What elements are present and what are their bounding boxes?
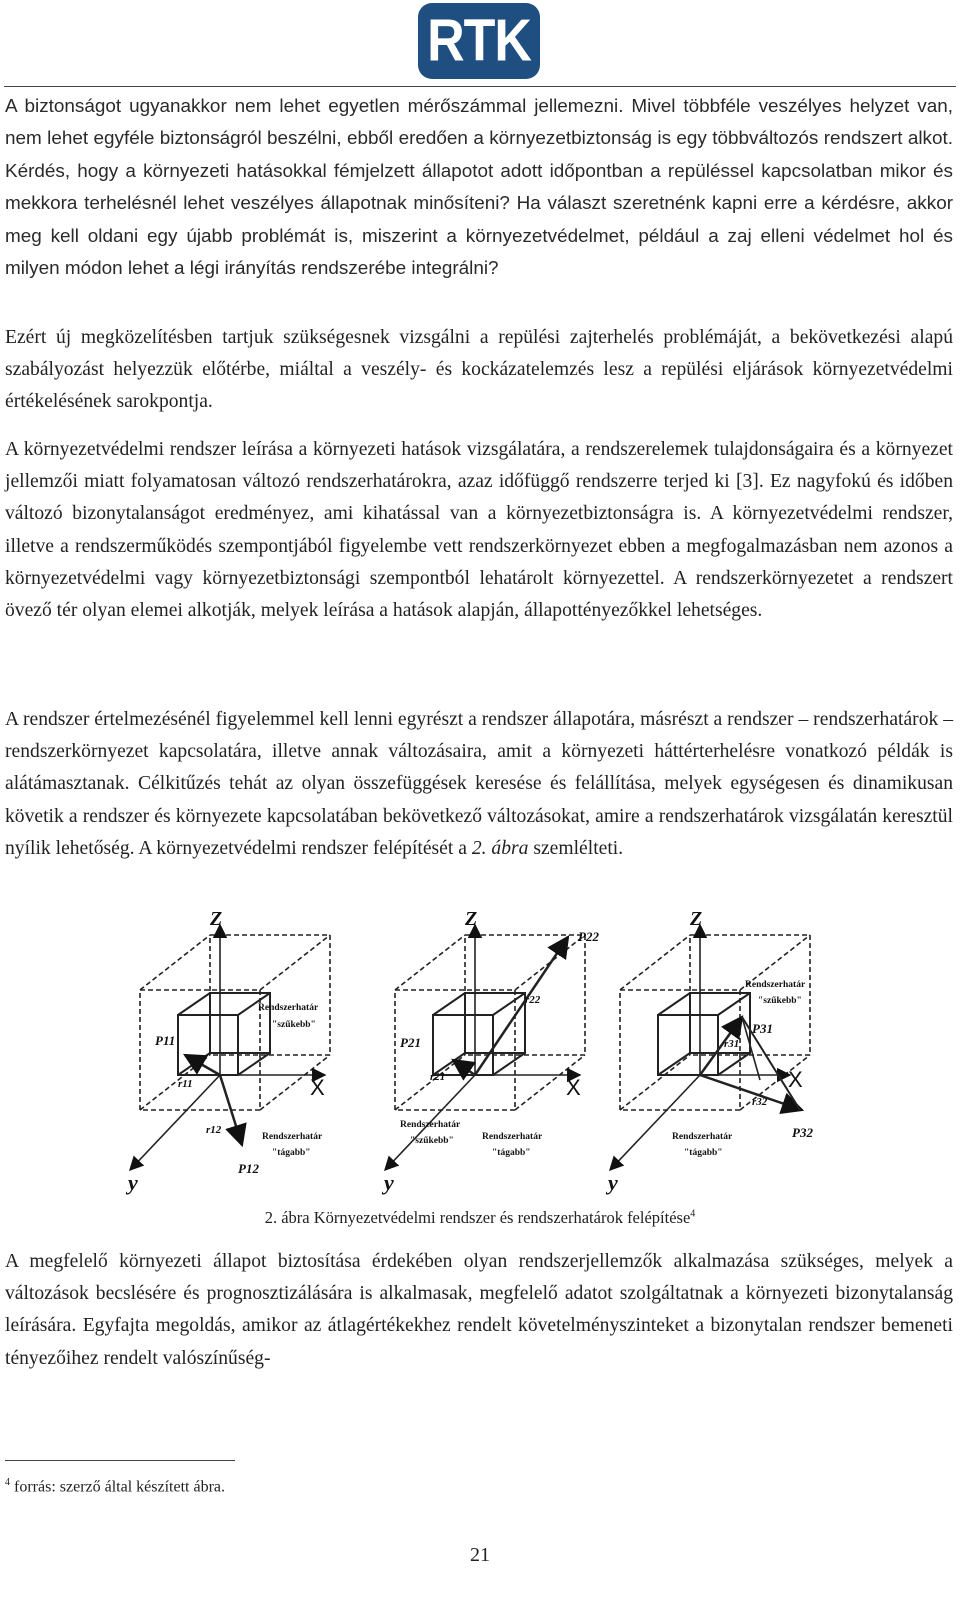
y-axis	[130, 1075, 220, 1170]
inner-boundary-box	[658, 993, 750, 1075]
panel1-z-label: Z	[210, 908, 223, 930]
footnote-rule	[5, 1460, 235, 1461]
logo-text: RTK	[427, 7, 531, 75]
paragraph-4	[5, 704, 953, 865]
paragraph-4-text: A rendszer értelmezésénél figyelemmel kell lenni egyrészt a rendszer állapotára, másrészt a rendszer – rendszerhatárok – rendszerkörnyezet kapcsolatára, illetve annak változásaira, amit a környezeti háttérterhelésre vonatkozó példák is alátámasztanak. Célkitűzés tehát az olyan összefüggések keresése és felállítása, melyek egységesen és dinamikusan követik a rendszer és környezete kapcsolatában bekövetkező változásokat, amire a rendszerhatárok vizsgálatán keresztül nyílik lehetőség. A környezetvédelmi rendszer felépítését a	[5, 709, 953, 859]
panel2-p-a: P21	[400, 1035, 421, 1050]
panel1-boundary-wide: Rendszerhatár	[262, 1132, 323, 1142]
panel1-narrow-label: "szűkebb"	[272, 1020, 316, 1030]
panel3-narrow-label: "szűkebb"	[758, 996, 802, 1006]
panel1-y-label: y	[128, 1170, 138, 1195]
rtk-logo	[418, 3, 540, 79]
footnote-text: forrás: szerző által készített ábra.	[10, 1478, 225, 1496]
panel1-wide-label: "tágabb"	[272, 1148, 311, 1158]
paragraph-4-end: szemlélteti.	[528, 837, 624, 859]
panel1-r-a: r11	[178, 1078, 193, 1090]
inner-boundary-box	[178, 993, 270, 1075]
panel1-boundary-narrow: Rendszerhatár	[258, 1003, 319, 1013]
panel2-p-b: P22	[578, 929, 599, 944]
caption-footnote-mark: 4	[690, 1208, 696, 1220]
r21-vector	[453, 1060, 475, 1075]
panel2-narrow-label: "szűkebb"	[410, 1136, 454, 1146]
paragraph-2: Ezért új megközelítésben tartjuk szükségesnek vizsgálni a repülési zajterhelés problémáját, a bekövetkezési alapú szabályozást helyezzük előtérbe, miáltal a veszély- és kockázatelemzés lesz a repülési eljárások környezetvédelmi értékelésének sarokpontja.	[5, 327, 953, 413]
panel3-r-b: r32	[752, 1096, 768, 1108]
panel3-z-label: Z	[690, 908, 703, 930]
panel2-y-label: y	[384, 1170, 394, 1195]
panel1-p-a: P11	[155, 1033, 176, 1048]
r32-vector	[700, 1075, 802, 1110]
panel2-boundary-narrow: Rendszerhatár	[400, 1120, 461, 1130]
outer-boundary-box	[620, 935, 810, 1110]
panel2-boundary-wide: Rendszerhatár	[482, 1132, 543, 1142]
panel2-x-label: X	[566, 1075, 581, 1100]
paragraph-5: A megfelelő környezeti állapot biztosítása érdekében olyan rendszerjellemzők alkalmazása szükséges, melyek a változások becslésére és prognosztizálására is alkalmasak, megfelelő adatot szolgáltatnak a környezeti bizonytalanság leírására. Egyfajta megoldás, amikor az átlagértékekhez rendelt követelményszinteket a bizonytalan rendszer bemeneti tényezőihez rendelt valószínűség-	[5, 1251, 953, 1369]
figure-caption	[0, 1208, 960, 1228]
panel3-r-a: r31	[724, 1038, 740, 1050]
header-rule	[4, 86, 956, 87]
paragraph-1: A biztonságot ugyanakkor nem lehet egyetlen mérőszámmal jellemezni. Mivel többféle veszélyes helyzet van, nem lehet egyféle biztonságról beszélni, ebből eredően a környezetbiztonság is egy többváltozós rendszert alkot. Kérdés, hogy a környezeti hatásokkal fémjelzett állapotot adott időpontban a repüléssel kapcsolatban mikor és mekkora terhelésnél lehet veszélyes állapotnak minősíteni? Ha választ szeretnénk kapni erre a kérdésre, akkor meg kell oldani egy újabb problémát is, miszerint a környezetvédelmet, például a zaj elleni védelmet hol és milyen módon lehet a légi irányítás rendszerébe integrálni?	[5, 96, 953, 280]
panel1-r-b: r12	[206, 1124, 222, 1136]
panel3-wide-label: "tágabb"	[684, 1148, 723, 1158]
outer-boundary-box	[395, 935, 585, 1110]
panel2-r-a: r21	[430, 1071, 446, 1083]
footnote	[5, 1477, 225, 1496]
panel3-p-a: P31	[752, 1021, 773, 1036]
page-number: 21	[470, 1544, 490, 1566]
panel2-r-b: r22	[525, 994, 541, 1006]
panel2-z-label: Z	[465, 908, 478, 930]
footnote-mark: 4	[5, 1477, 10, 1488]
panel3-boundary-narrow: Rendszerhatár	[745, 980, 806, 990]
figure-reference: 2. ábra	[471, 837, 529, 859]
caption-text: 2. ábra Környezetvédelmi rendszer és rendszerhatárok felépítése	[264, 1208, 691, 1227]
inner-boundary-box	[433, 993, 525, 1075]
system-boundary-figure	[0, 905, 960, 1205]
panel2-wide-label: "tágabb"	[492, 1148, 531, 1158]
panel3-boundary-wide: Rendszerhatár	[672, 1132, 733, 1142]
panel3-x-label: X	[788, 1067, 803, 1092]
panel1-x-label: X	[310, 1075, 325, 1100]
panel3-y-label: y	[608, 1170, 618, 1195]
panel1-p-b: P12	[238, 1161, 259, 1176]
paragraph-3: A környezetvédelmi rendszer leírása a környezeti hatások vizsgálatára, a rendszerelemek tulajdonságaira és a környezet jellemzői miatt folyamatosan változó rendszerhatárokra, azaz időfüggő rendszerre terjed ki [3]. Ez nagyfokú és időben változó bizonytalanságot eredményez, ami kihatással van a környezetbiztonságra is. A környezetvédelmi rendszer, illetve a rendszerműködés szempontjából figyelembe vett rendszerkörnyezet ebben a megfogalmazásban nem azonos a környezetvédelmi vagy környezetbiztonsági szempontból lehatárolt környezettel. A rendszerkörnyezetet a rendszert övező tér olyan elemei alkotják, melyek leírása a hatások alapján, állapottényezőkkel lehetséges.	[5, 439, 953, 622]
panel3-p-b: P32	[792, 1125, 813, 1140]
